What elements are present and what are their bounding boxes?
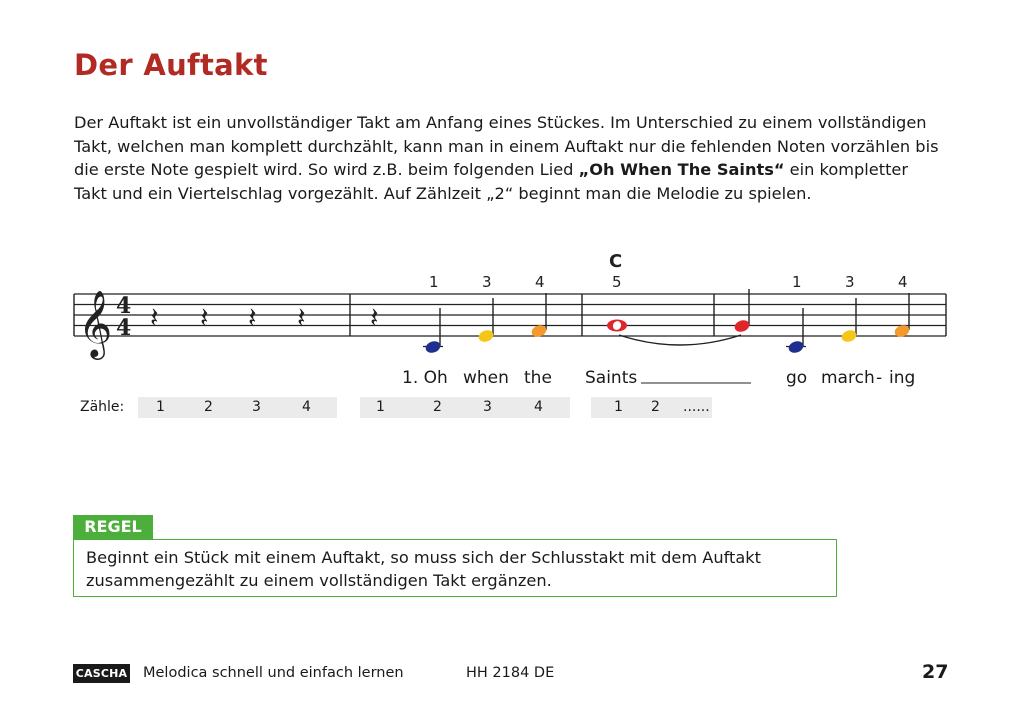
fingering-number: 1 xyxy=(792,273,802,291)
song-title: „Oh When The Saints“ xyxy=(578,160,785,179)
quarter-rest-icon: 𝄽 xyxy=(248,301,257,334)
fingering-number: 1 xyxy=(429,273,439,291)
page-title: Der Auftakt xyxy=(74,48,268,82)
count-number: 4 xyxy=(302,399,311,415)
count-continuation: ...... xyxy=(683,399,710,415)
catalog-number: HH 2184 DE xyxy=(466,665,555,681)
lyric-syllable: march xyxy=(821,368,875,388)
note-e xyxy=(477,328,495,343)
rule-text: Beginnt ein Stück mit einem Auftakt, so muss sich der Schlusstakt mit dem Auftakt zusammengezählt zu einem vollständigen Takt ergänzen. xyxy=(86,548,762,590)
count-number: 3 xyxy=(252,399,261,415)
quarter-rest-icon: 𝄽 xyxy=(370,301,379,334)
count-number: 1 xyxy=(376,399,385,415)
page-number: 27 xyxy=(922,661,949,683)
rule-tag: REGEL xyxy=(73,515,153,539)
book-title: Melodica schnell und einfach lernen xyxy=(143,665,404,681)
count-label: Zähle: xyxy=(80,399,125,415)
fingering-number: 4 xyxy=(535,273,545,291)
note-stems xyxy=(440,289,909,346)
note-c-2 xyxy=(787,339,805,354)
time-signature-bottom: 4 xyxy=(116,315,132,341)
publisher-logo: CASCHA xyxy=(73,664,130,683)
lyric-syllable: when xyxy=(463,368,509,388)
time-signature-top: 4 xyxy=(116,293,132,319)
count-number: 3 xyxy=(483,399,492,415)
lyric-syllable: Saints xyxy=(585,368,638,388)
treble-clef-icon: 𝄞 xyxy=(78,289,113,357)
chord-symbol: C xyxy=(609,251,623,272)
rests xyxy=(150,301,379,334)
rule-box xyxy=(73,539,837,597)
lyric-syllable: 1. Oh xyxy=(402,368,448,388)
fingering-number: 5 xyxy=(612,273,622,291)
fingering-number: 3 xyxy=(845,273,855,291)
count-number: 4 xyxy=(534,399,543,415)
lyric-hyphen: - xyxy=(876,368,883,388)
fingering-number: 3 xyxy=(482,273,492,291)
note-g xyxy=(733,318,751,333)
count-number: 1 xyxy=(156,399,165,415)
lyric-syllable: the xyxy=(524,368,552,388)
count-number: 1 xyxy=(614,399,623,415)
lyric-syllable: go xyxy=(786,368,808,388)
intro-text-1: Der Auftakt ist ein unvollständiger Takt am Anfang eines Stückes. Im Unterschied zu einem vollständigen Takt, welchen man komplett durchzählt, kann man in einem Auftakt nur die fehlenden Noten vorzählen bis die erste Note gespielt wird. So wird z.B. beim folgenden Lied xyxy=(74,113,939,179)
note-c xyxy=(424,339,442,354)
count-number: 2 xyxy=(433,399,442,415)
fingering-number: 4 xyxy=(898,273,908,291)
note-e-2 xyxy=(840,328,858,343)
lyric-syllable: ing xyxy=(889,368,916,388)
quarter-rest-icon: 𝄽 xyxy=(150,301,159,334)
count-number: 2 xyxy=(204,399,213,415)
quarter-rest-icon: 𝄽 xyxy=(200,301,209,334)
count-number: 2 xyxy=(651,399,660,415)
fingerings xyxy=(429,273,908,291)
quarter-rest-icon: 𝄽 xyxy=(297,301,306,334)
intro-text-2: ein kompletter Takt und ein Viertelschlag vorgezählt. Auf Zählzeit „2“ beginnt man die Melodie zu spielen. xyxy=(74,160,909,203)
